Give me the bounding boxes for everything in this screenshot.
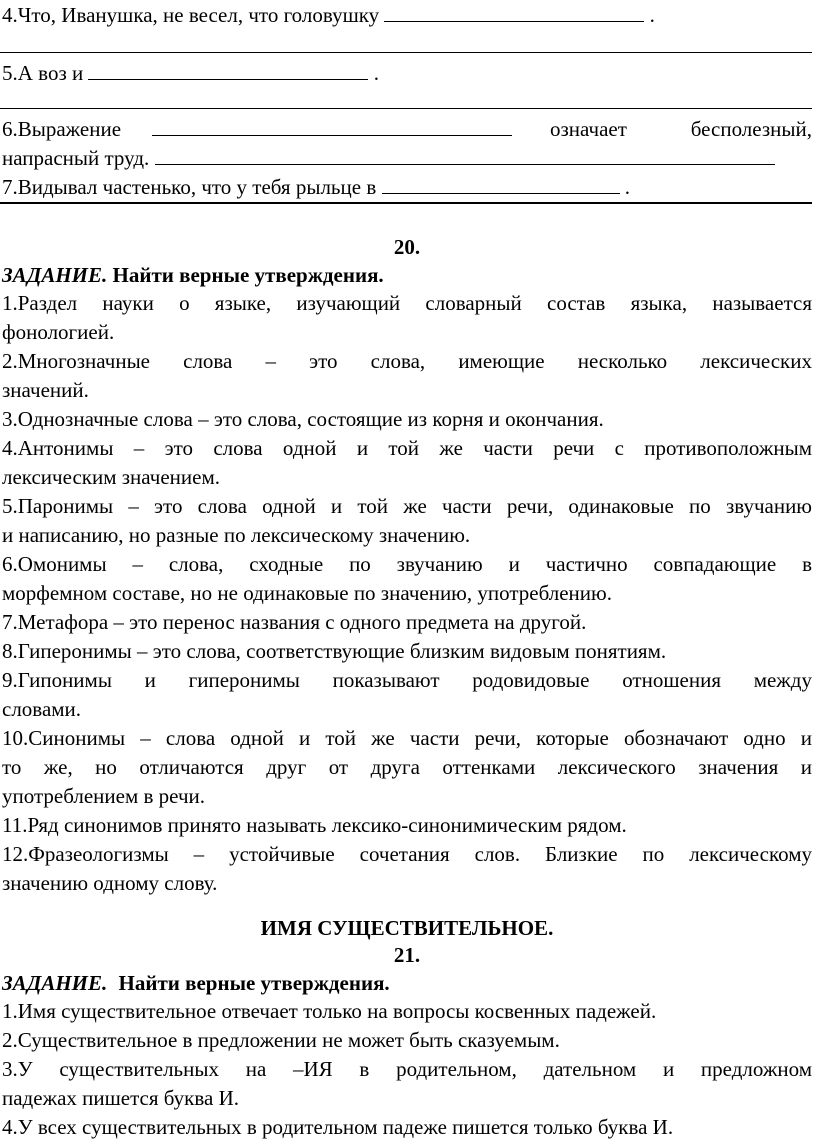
section-21-number: 21. xyxy=(393,943,421,967)
statement-line: употреблением в речи. xyxy=(2,784,206,808)
statement-line: 1.Раздел науки о языке, изучающий словарный состав языка, называется xyxy=(2,291,812,315)
question-4 xyxy=(2,2,812,28)
question-6-line2 xyxy=(2,145,812,171)
statement-line: 3.У существительных на –ИЯ в родительном, дательном и предложном xyxy=(2,1057,812,1081)
question-7-suffix: . xyxy=(624,175,630,199)
statement-line: фонологией. xyxy=(2,320,115,344)
statement-line: 8.Гиперонимы – это слова, соответствующие близким видовым понятиям. xyxy=(2,639,667,663)
answer-blank-7[interactable] xyxy=(382,175,620,194)
statement-line: и написанию, но разные по лексическому значению. xyxy=(2,523,471,547)
section-divider xyxy=(0,202,812,204)
task-text: Найти верные утверждения. xyxy=(118,971,390,995)
statement-line: морфемном составе, но не одинаковые по значению, употреблению. xyxy=(2,581,612,605)
question-4-text: 4.Что, Иванушка, не весел, что головушку xyxy=(2,3,380,27)
question-6-text: 6.Выражение xyxy=(2,117,122,141)
statement-line: 11.Ряд синонимов принято называть лексико-синонимическим рядом. xyxy=(2,813,627,837)
statement-line: значений. xyxy=(2,378,89,402)
answer-blank-4[interactable] xyxy=(384,3,644,22)
statement-line: 2.Существительное в предложении не может быть сказуемым. xyxy=(2,1028,560,1052)
question-6 xyxy=(2,116,812,142)
section-20-number: 20. xyxy=(393,235,421,259)
answer-blank-6b[interactable] xyxy=(155,146,775,165)
statement-line: 1.Имя существительное отвечает только на вопросы косвенных падежей. xyxy=(2,999,657,1023)
answer-line xyxy=(0,52,812,53)
statement-line: то же, но отличаются друг от друга оттенками лексического значения и xyxy=(2,755,812,779)
statement-line: 10.Синонимы – слова одной и той же части речи, которые обозначают одно и xyxy=(2,726,812,750)
section-heading: ИМЯ СУЩЕСТВИТЕЛЬНОЕ. xyxy=(260,916,554,940)
statement-line: словами. xyxy=(2,697,82,721)
section-20-task xyxy=(2,262,812,288)
statement-line: 9.Гипонимы и гиперонимы показывают родовидовые отношения между xyxy=(2,668,812,692)
task-text: Найти верные утверждения. xyxy=(112,263,384,287)
question-4-suffix: . xyxy=(649,3,655,27)
statement-line: 7.Метафора – это перенос названия с одного предмета на другой. xyxy=(2,610,587,634)
question-5 xyxy=(2,60,812,86)
statement-line: значению одному слову. xyxy=(2,871,218,895)
statement-line: падежах пишется буква И. xyxy=(2,1086,239,1110)
answer-line xyxy=(0,108,812,109)
question-5-text: 5.А воз и xyxy=(2,61,84,85)
question-6-mid2: бесполезный, xyxy=(690,117,812,141)
statement-line: 12.Фразеологизмы – устойчивые сочетания слов. Близкие по лексическому xyxy=(2,842,812,866)
answer-blank-5[interactable] xyxy=(88,61,368,80)
statement-line: 6.Омонимы – слова, сходные по звучанию и частично совпадающие в xyxy=(2,552,812,576)
question-5-suffix: . xyxy=(373,61,379,85)
statement-line: 4.У всех существительных в родительном падеже пишется только буква И. xyxy=(2,1115,674,1139)
question-6-line2-text: напрасный труд. xyxy=(2,146,150,170)
question-7 xyxy=(2,174,812,200)
question-6-mid1: означает xyxy=(550,117,627,141)
statement-line: лексическим значением. xyxy=(2,465,220,489)
question-7-text: 7.Видывал частенько, что у тебя рыльце в xyxy=(2,175,377,199)
section-21-task xyxy=(2,970,812,996)
answer-blank-6[interactable] xyxy=(152,117,512,136)
statement-line: 2.Многозначные слова – это слова, имеющие несколько лексических xyxy=(2,349,812,373)
statement-line: 4.Антонимы – это слова одной и той же части речи с противоположным xyxy=(2,436,812,460)
task-label: ЗАДАНИЕ. xyxy=(2,971,108,995)
task-label: ЗАДАНИЕ. xyxy=(2,263,108,287)
statement-line: 3.Однозначные слова – это слова, состоящие из корня и окончания. xyxy=(2,407,604,431)
statement-line: 5.Паронимы – это слова одной и той же части речи, одинаковые по звучанию xyxy=(2,494,812,518)
